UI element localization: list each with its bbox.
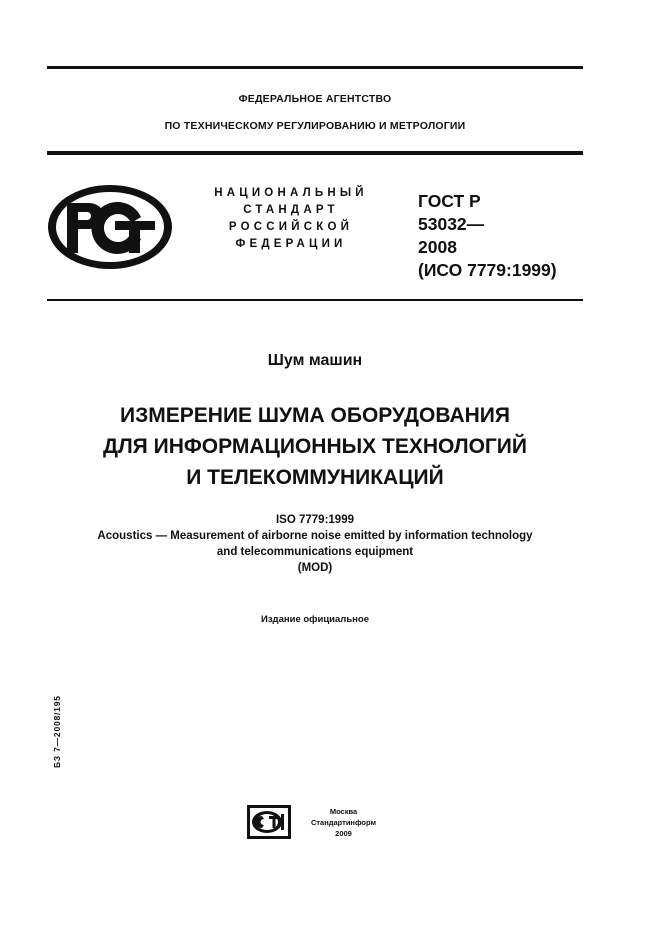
- national-line: ФЕДЕРАЦИИ: [235, 238, 347, 250]
- side-code: БЗ 7—2008/195: [52, 695, 62, 768]
- publisher-name: Стандартинформ: [310, 818, 377, 827]
- iso-title-line: Acoustics — Measurement of airborne noise emitted by information technology: [97, 530, 533, 542]
- publisher-info: [296, 806, 391, 839]
- designation-line: ГОСТ Р: [418, 191, 481, 211]
- iso-title-line: and telecommunications equipment: [216, 546, 414, 558]
- standartinform-logo-icon: [247, 805, 291, 839]
- publisher-city: Москва: [329, 807, 358, 816]
- agency-line-1: ФЕДЕРАЛЬНОЕ АГЕНТСТВО: [238, 93, 392, 105]
- top-rule: [47, 66, 583, 69]
- edition-label: Издание официальное: [261, 614, 369, 625]
- rst-gost-mark-icon: [45, 183, 175, 271]
- iso-number: ISO 7779:1999: [275, 514, 354, 526]
- national-line: НАЦИОНАЛЬНЫЙ: [214, 187, 368, 199]
- title-line: И ТЕЛЕКОММУНИКАЦИЙ: [186, 466, 444, 489]
- agency-line-2: ПО ТЕХНИЧЕСКОМУ РЕГУЛИРОВАНИЮ И МЕТРОЛОГИИ: [164, 120, 466, 132]
- title-line: ИЗМЕРЕНИЕ ШУМА ОБОРУДОВАНИЯ: [120, 404, 510, 427]
- document-title: [30, 400, 600, 493]
- subject-heading: Шум машин: [267, 352, 363, 369]
- block-divider: [47, 299, 583, 301]
- title-line: ДЛЯ ИНФОРМАЦИОННЫХ ТЕХНОЛОГИЙ: [102, 435, 527, 458]
- designation-line: 53032—: [418, 214, 485, 234]
- iso-modification: (MOD): [297, 562, 333, 574]
- designation-line: 2008: [418, 237, 457, 257]
- national-line: СТАНДАРТ: [243, 204, 339, 216]
- header-divider: [47, 151, 583, 155]
- standard-designation: [418, 190, 557, 282]
- publisher-year: 2009: [335, 829, 352, 838]
- national-standard-label: [200, 185, 382, 253]
- designation-line: (ИСО 7779:1999): [418, 260, 557, 280]
- iso-reference: [20, 512, 610, 576]
- national-line: РОССИЙСКОЙ: [228, 221, 354, 233]
